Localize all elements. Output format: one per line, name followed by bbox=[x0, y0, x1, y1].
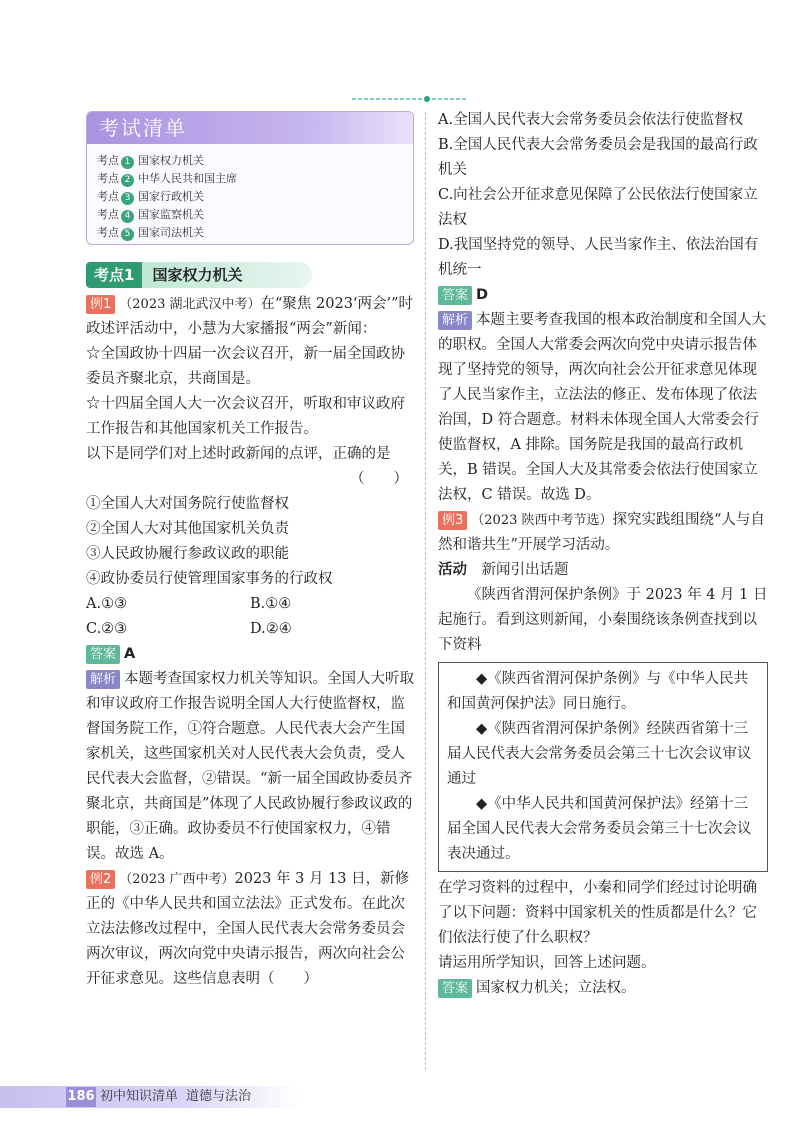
section-title: 国家权力机关 bbox=[142, 262, 312, 288]
example1-answer: 答案 A bbox=[86, 642, 414, 667]
exam-list-title: 考试清单 bbox=[87, 112, 413, 144]
statement: ①全国人大对国务院行使监督权 bbox=[86, 496, 289, 512]
example2-stem: 例2 （2023 广西中考）2023 年 3 月 13 日，新修正的《中华人民共和国立法法》正式发布。在此次立法法修改过程中，全国人民代表大会常务委员会两次审议，两次向党中央请示报告，两次向社会公开征求意见。这些信息表明（ ） bbox=[86, 871, 410, 987]
option: B.全国人民代表大会常务委员会是我国的最高行政机关 bbox=[438, 137, 758, 178]
exam-item: 考点 5 国家司法机关 bbox=[97, 226, 204, 239]
material-item: ◆《中华人民共和国黄河保护法》经第十三届全国人民代表大会常务委员会第三十七次会议表决通过。 bbox=[447, 796, 752, 862]
answer-tag: 答案 bbox=[86, 645, 120, 664]
example3-stem: 例3 （2023 陕西中考节选）探究实践组围绕“人与自然和谐共生”开展学习活动。 bbox=[438, 512, 765, 553]
analysis-tag: 解析 bbox=[438, 311, 472, 330]
right-column bbox=[438, 108, 768, 1001]
example-tag: 例2 bbox=[86, 870, 115, 889]
example3-intro: 《陕西省渭河保护条例》于 2023 年 4 月 1 日起施行。看到这则新闻，小秦围绕该条例查找到以下资料 bbox=[438, 587, 768, 653]
column-divider bbox=[425, 112, 426, 1070]
example1-news: ☆全国政协十四届一次会议召开，新一届全国政协委员齐聚北京，共商国是。 bbox=[86, 346, 405, 387]
answer-parentheses: （ ） bbox=[350, 471, 408, 487]
example1-stem: 例1 （2023 湖北武汉中考）在“聚焦 2023‘两会’”时政述评活动中，小慧为大家播报“两会”新闻： bbox=[86, 296, 414, 337]
option: D.我国坚持党的领导、人民当家作主、依法治国有机统一 bbox=[438, 237, 759, 278]
exam-item: 考点 4 国家监察机关 bbox=[97, 208, 204, 221]
statement: ③人民政协履行参政议政的职能 bbox=[86, 546, 289, 562]
footer-text bbox=[100, 1087, 259, 1107]
statement: ②全国人大对其他国家机关负责 bbox=[86, 521, 289, 537]
exam-list-box bbox=[86, 111, 414, 245]
example-tag: 例1 bbox=[86, 295, 115, 314]
page-number: 186 bbox=[66, 1087, 96, 1107]
activity-heading: 活动 新闻引出话题 bbox=[438, 562, 569, 578]
example-tag: 例3 bbox=[438, 511, 467, 530]
example1-news: ☆十四届全国人大一次会议召开，听取和审议政府工作报告和其他国家机关工作报告。 bbox=[86, 396, 405, 437]
analysis-tag: 解析 bbox=[86, 670, 120, 689]
answer-tag: 答案 bbox=[438, 286, 472, 305]
material-box bbox=[438, 662, 768, 872]
example3-question: 在学习资料的过程中，小秦和同学们经过讨论明确了以下问题：资料中国家机关的性质都是什么？它们依法行使了什么职权？ bbox=[438, 880, 757, 946]
option: C.②③ bbox=[86, 621, 128, 637]
option: C.向社会公开征求意见保障了公民依法行使国家立法权 bbox=[438, 187, 758, 228]
example2-answer: 答案 D bbox=[438, 283, 768, 308]
option: D.②④ bbox=[250, 621, 292, 637]
material-item: ◆《陕西省渭河保护条例》经陕西省第十三届人民代表大会常务委员会第三十七次会议审议通过 bbox=[447, 721, 752, 787]
example3-instruction: 请运用所学知识，回答上述问题。 bbox=[438, 955, 656, 971]
option: B.①④ bbox=[250, 596, 292, 612]
subject-name: 道德与法治 bbox=[186, 1089, 252, 1104]
section-tag: 考点1 bbox=[86, 262, 142, 288]
book-title: 初中知识清单 bbox=[100, 1089, 179, 1104]
exam-item: 考点 1 国家权力机关 bbox=[97, 154, 204, 167]
example3-answer: 答案 国家权力机关；立法权。 bbox=[438, 976, 768, 1001]
statement: ④政协委员行使管理国家事务的行政权 bbox=[86, 571, 333, 587]
section-header bbox=[86, 262, 412, 288]
example1-analysis: 解析 本题考查国家权力机关等知识。全国人大听取和审议政府工作报告说明全国人大行使监督权，监督国务院工作，①符合题意。人民代表大会产生国家机关，这些国家机关对人民代表大会负责，受人民代表大会监督，②错误。“新一届全国政协委员齐聚北京，共商国是”体现了人民政协履行参政议政的职能，③正确。政协委员不行使国家权力，④错误。故选 A。 bbox=[86, 671, 415, 862]
left-column bbox=[86, 292, 414, 992]
option: A.全国人民代表大会常务委员会依法行使监督权 bbox=[438, 112, 744, 128]
material-item: ◆《陕西省渭河保护条例》与《中华人民共和国黄河保护法》同日施行。 bbox=[447, 671, 749, 712]
exam-item: 考点 3 国家行政机关 bbox=[97, 190, 204, 203]
exam-item: 考点 2 中华人民共和国主席 bbox=[97, 172, 237, 185]
answer-tag: 答案 bbox=[438, 979, 472, 998]
options-row bbox=[86, 592, 414, 617]
exam-list-items bbox=[87, 144, 413, 242]
example2-analysis: 解析 本题主要考查我国的根本政治制度和全国人大的职权。全国人大常委会两次向党中央请示报告体现了坚持党的领导，两次向社会公开征求意见体现了人民当家作主，立法法的修正、发布体现了依法治国，D 符合题意。材料未体现全国人大常委会行使监督权，A 排除。国务院是我国的最高行政机关，B 错误。全国人大及其常委会依法行使国家立法权，C 错误。故选 D。 bbox=[438, 312, 767, 503]
header-decoration bbox=[352, 88, 472, 94]
option: A.①③ bbox=[86, 596, 128, 612]
options-row bbox=[86, 617, 414, 642]
example1-question: 以下是同学们对上述时政新闻的点评，正确的是 bbox=[86, 446, 391, 462]
